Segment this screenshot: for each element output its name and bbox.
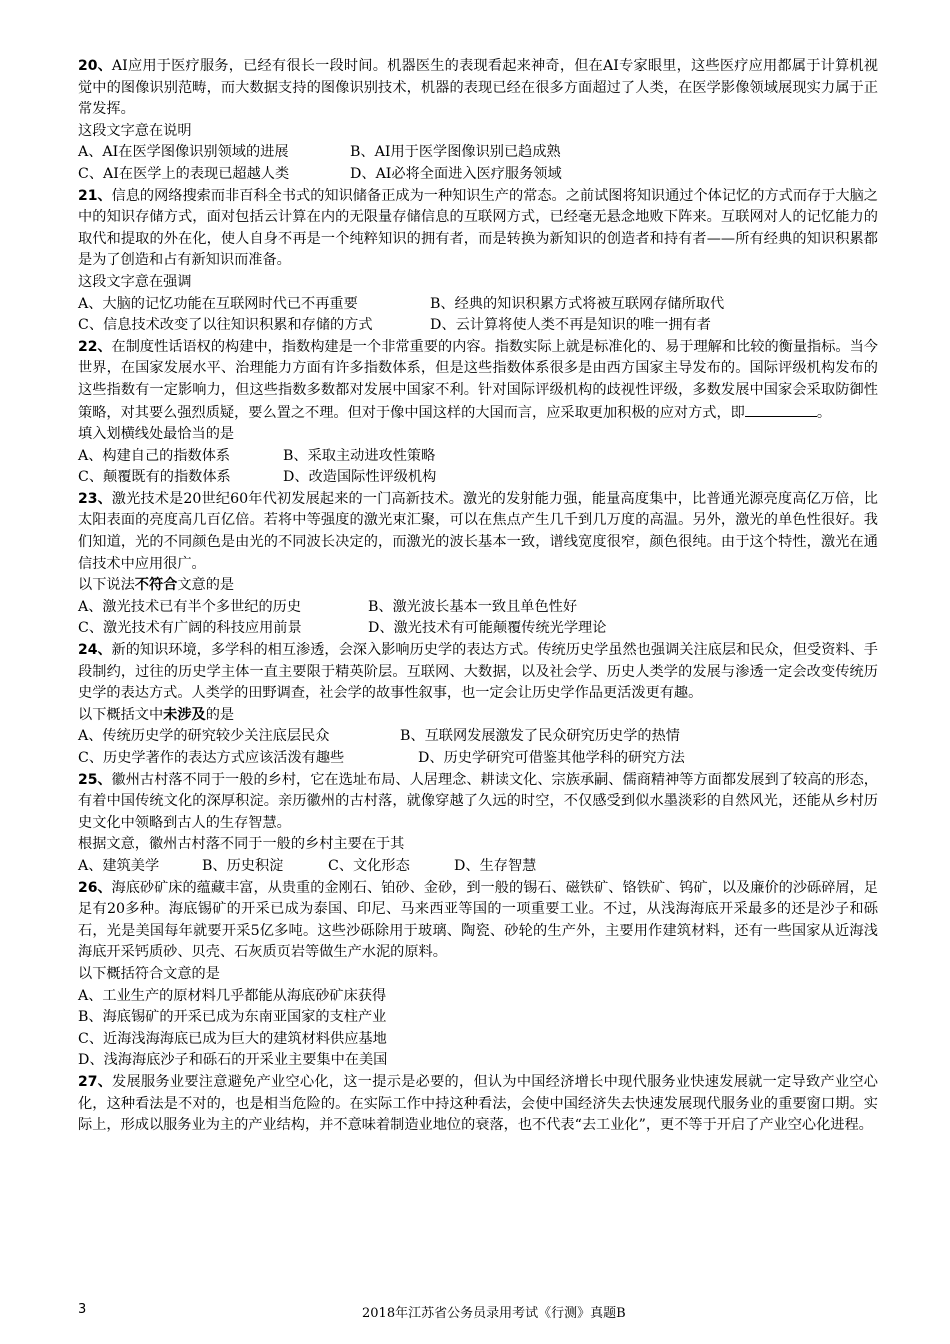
page-number: 3 xyxy=(78,1302,87,1317)
option-a[interactable]: A、工业生产的原材料几乎都能从海底砂矿床获得 xyxy=(78,987,387,1004)
page-footer xyxy=(78,1302,878,1322)
question-number: 24、 xyxy=(78,642,112,659)
question-23 xyxy=(78,489,878,640)
question-stem: 填入划横线处最恰当的是 xyxy=(78,426,235,443)
question-stem xyxy=(78,575,878,597)
option-d[interactable]: D、历史学研究可借鉴其他学科的研究方法 xyxy=(418,750,685,766)
option-a[interactable]: A、传统历史学的研究较少关注底层民众 xyxy=(78,728,330,745)
passage-text: 在制度性话语权的构建中，指数构建是一个非常重要的内容。指数实际上就是标准化的、易于理解和比较的衡量指标。当今世界，在国家发展水平、治理能力方面有许多指数体系，但是这些指数体系很多是由西方国家主导发布的。国际评级机构发布的这些指数有一定影响力，但这些指数多数都对发展中国家不利。针对国际评级机构的歧视性评级，多数发展中国家会采取防御性策略，对其要么强烈质疑，要么置之不理。但对于像中国这样的大国而言，应采取更加积极的应对方式，即 xyxy=(78,338,878,421)
question-stem: 根据文意，徽州古村落不同于一般的乡村主要在于其 xyxy=(78,836,405,853)
option-d[interactable]: D、AI必将全面进入医疗服务领域 xyxy=(350,165,562,182)
question-passage xyxy=(78,1072,878,1137)
option-c[interactable]: C、近海浅海海底已成为巨大的建筑材料供应基地 xyxy=(78,1030,387,1047)
question-passage xyxy=(78,640,878,705)
option-d[interactable]: D、生存智慧 xyxy=(454,857,537,874)
exam-page xyxy=(78,56,878,1137)
option-d[interactable]: D、激光技术有可能颠覆传统光学理论 xyxy=(368,620,607,637)
question-24 xyxy=(78,640,878,770)
stem-prefix: 以下概括文中 xyxy=(78,706,164,723)
question-stem: 这段文字意在强调 xyxy=(78,273,192,290)
stem-suffix: 文意的是 xyxy=(177,577,235,594)
passage-text: 发展服务业要注意避免产业空心化，这一提示是必要的，但认为中国经济增长中现代服务业快速发展就一定导致产业空心化，这种看法是不对的，也是相当危险的。在实际工作中持这种看法，会使中国经济失去快速发展现代服务业的重要窗口期。实际上，形成以服务业为主的产业结构，并不意味着制造业地位的衰落，也不代表“去工业化”，更不等于开启了产业空心化进程。 xyxy=(78,1073,878,1134)
option-c[interactable]: C、信息技术改变了以往知识积累和存储的方式 xyxy=(78,317,373,334)
answer-blank xyxy=(745,402,817,417)
option-c[interactable]: C、AI在医学上的表现已超越人类 xyxy=(78,165,290,182)
passage-text: AI应用于医疗服务，已经有很长一段时间。机器医生的表现看起来神奇，但在AI专家眼里，这些医疗应用都属于计算机视觉中的图像识别范畴，而大数据支持的图像识别技术，机器的表现已经在很多方面超过了人类，在医学影像领域展现实力属于正常发挥。 xyxy=(78,58,878,118)
question-stem xyxy=(78,705,878,727)
question-passage xyxy=(78,337,878,424)
options xyxy=(78,726,878,769)
question-20 xyxy=(78,56,878,186)
option-a[interactable]: A、激光技术已有半个多世纪的历史 xyxy=(78,598,302,615)
passage-text: 新的知识环境，多学科的相互渗透，会深入影响历史学的表达方式。传统历史学虽然也强调关注底层和民众，但受资料、手段制约，过往的历史学主体一直主要限于精英阶层。互联网、大数据，以及社会学、历史人类学的发展与渗透一定会改变传统历史学的表达方式。人类学的田野调查，社会学的故事性叙事，也一定会让历史学作品更活泼更有趣。 xyxy=(78,642,878,702)
passage-text: 信息的网络搜索而非百科全书式的知识储备正成为一种知识生产的常态。之前试图将知识通过个体记忆的方式而存于大脑之中的知识存储方式，面对包括云计算在内的无限量存储信息的互联网方式，已经毫无悬念地败下阵来。互联网对人的记忆能力的取代和提取的外在化，使人自身不再是一个纯粹知识的拥有者，而是转换为新知识的创造者和持有者——所有经典的知识积累都是为了创造和占有新知识而准备。 xyxy=(78,187,878,269)
options xyxy=(78,597,878,640)
options xyxy=(78,294,878,337)
option-b[interactable]: B、采取主动进攻性策略 xyxy=(283,447,436,464)
passage-text: 海底砂矿床的蕴藏丰富，从贵重的金刚石、铂砂、金砂，到一般的锡石、磁铁矿、铬铁矿、钨矿，以及廉价的沙砾碎屑，足足有20多种。海底锡矿的开采已成为泰国、印尼、马来西亚等国的一项重要工业。不过，从浅海海底开采最多的还是沙子和砾石，光是美国每年就要开采5亿多吨。这些沙砾除用于玻璃、陶瓷、砂轮的生产外，主要用作建筑材料，还有一些国家从近海浅海底开采钙质砂、贝壳、石灰质页岩等做生产水泥的原料。 xyxy=(78,879,878,961)
option-b[interactable]: B、历史积淀 xyxy=(202,857,284,874)
option-b[interactable]: B、海底锡矿的开采已成为东南亚国家的支柱产业 xyxy=(78,1009,387,1026)
options xyxy=(78,446,878,489)
passage-text: 徽州古村落不同于一般的乡村，它在选址布局、人居理念、耕读文化、宗族承嗣、儒商精神等方面都发展到了较高的形态，有着中国传统文化的深厚积淀。亲历徽州的古村落，就像穿越了久远的时空，不仅感受到似水墨淡彩的自然风光，还能从乡村历史文化中领略到古人的生存智慧。 xyxy=(78,771,878,831)
question-passage xyxy=(78,878,878,964)
options xyxy=(78,142,878,185)
option-c[interactable]: C、文化形态 xyxy=(328,857,410,874)
question-passage xyxy=(78,770,878,835)
question-passage xyxy=(78,489,878,575)
option-a[interactable]: A、建筑美学 xyxy=(78,857,160,874)
question-26 xyxy=(78,878,878,1072)
question-stem: 以下概括符合文意的是 xyxy=(78,965,220,982)
option-a[interactable]: A、构建自己的指数体系 xyxy=(78,447,231,464)
question-number: 21、 xyxy=(78,187,112,204)
question-stem: 这段文字意在说明 xyxy=(78,122,192,139)
option-b[interactable]: B、AI用于医学图像识别已趋成熟 xyxy=(350,144,561,161)
stem-suffix: 的是 xyxy=(205,706,235,723)
option-b[interactable]: B、经典的知识积累方式将被互联网存储所取代 xyxy=(430,295,725,312)
option-b[interactable]: B、互联网发展激发了民众研究历史学的热情 xyxy=(400,728,680,745)
stem-emphasis: 不符合 xyxy=(134,577,178,594)
question-number: 27、 xyxy=(78,1073,113,1090)
option-a[interactable]: A、AI在医学图像识别领域的进展 xyxy=(78,144,289,161)
option-b[interactable]: B、激光波长基本一致且单色性好 xyxy=(368,598,578,615)
option-c[interactable]: C、历史学著作的表达方式应该活泼有趣些 xyxy=(78,750,345,766)
option-a[interactable]: A、大脑的记忆功能在互联网时代已不再重要 xyxy=(78,295,358,312)
passage-text: 激光技术是20世纪60年代初发展起来的一门高新技术。激光的发射能力强，能量高度集中，比普通光源亮度高亿万倍，比太阳表面的亮度高几百亿倍。若将中等强度的激光束汇聚，可以在焦点产生几千到几万度的高温。另外，激光的单色性很好。我们知道，光的不同颜色是由光的不同波长决定的，而激光的波长基本一致，谱线宽度很窄，颜色很纯。由于这个特性，激光在通信技术中应用很广。 xyxy=(78,490,878,572)
question-27 xyxy=(78,1072,878,1137)
option-d[interactable]: D、浅海海底沙子和砾石的开采业主要集中在美国 xyxy=(78,1052,388,1069)
question-passage xyxy=(78,56,878,121)
option-c[interactable]: C、颠覆既有的指数体系 xyxy=(78,469,231,486)
question-number: 22、 xyxy=(78,338,112,355)
options xyxy=(78,856,878,878)
footer-title: 2018年江苏省公务员录用考试《行测》真题B xyxy=(362,1306,626,1321)
question-number: 25、 xyxy=(78,771,112,788)
stem-prefix: 以下说法 xyxy=(78,577,135,594)
question-21 xyxy=(78,186,878,337)
options xyxy=(78,986,878,1072)
question-22 xyxy=(78,337,878,489)
question-25 xyxy=(78,770,878,878)
question-passage xyxy=(78,186,878,272)
option-c[interactable]: C、激光技术有广阔的科技应用前景 xyxy=(78,620,302,637)
option-d[interactable]: D、云计算将使人类不再是知识的唯一拥有者 xyxy=(430,317,711,334)
question-number: 23、 xyxy=(78,490,112,507)
question-number: 20、 xyxy=(78,58,112,74)
question-number: 26、 xyxy=(78,879,112,896)
stem-emphasis: 未涉及 xyxy=(163,706,206,723)
option-d[interactable]: D、改造国际性评级机构 xyxy=(283,469,437,486)
passage-tail: 。 xyxy=(816,404,832,421)
